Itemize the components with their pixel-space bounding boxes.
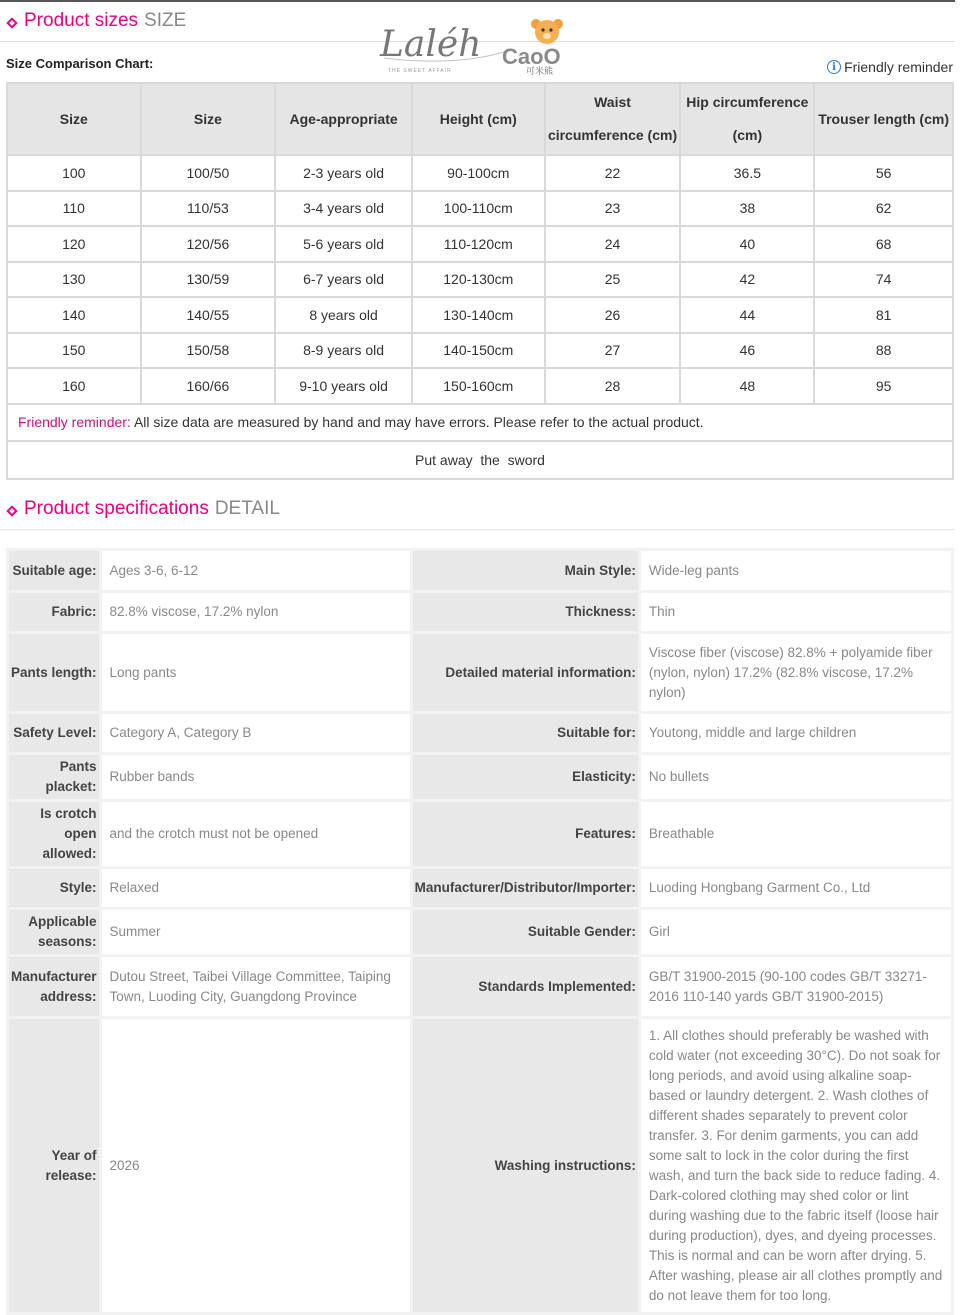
- size-title-en: SIZE: [144, 10, 187, 31]
- diamond-bullet-icon: [6, 17, 17, 28]
- table-cell: 140: [7, 297, 141, 333]
- spec-value: GB/T 31900-2015 (90-100 codes GB/T 33271-2016 110-140 yards GB/T 31900-2015): [639, 956, 952, 1018]
- spec-label: Suitable age:: [8, 550, 101, 592]
- spec-value: Rubber bands: [100, 754, 411, 801]
- spec-label: Is crotch open allowed:: [8, 801, 101, 868]
- logo-script-text: Laléh: [380, 24, 482, 65]
- table-cell: 36.5: [680, 155, 814, 191]
- spec-value: 82.8% viscose, 17.2% nylon: [100, 592, 411, 633]
- spec-label: Standards Implemented:: [411, 956, 639, 1018]
- size-table-header-row: [7, 83, 953, 155]
- table-cell: 110: [7, 191, 141, 227]
- table-cell: 160/66: [141, 368, 276, 404]
- spec-row: [8, 1018, 953, 1314]
- spec-section-title: [24, 498, 280, 520]
- table-cell: 68: [814, 226, 953, 262]
- table-cell: 5-6 years old: [275, 226, 412, 262]
- table-cell: 38: [680, 191, 814, 227]
- table-cell: 48: [680, 368, 814, 404]
- size-chart-label: Size Comparison Chart:: [6, 56, 154, 71]
- size-note-label: Friendly reminder:: [18, 414, 131, 430]
- table-cell: 100-110cm: [412, 191, 545, 227]
- table-cell: 25: [545, 262, 681, 298]
- spec-row: [8, 633, 953, 713]
- spec-value: Dutou Street, Taibei Village Committee, Taiping Town, Luoding City, Guangdong Province: [100, 956, 411, 1018]
- table-cell: 130/59: [141, 262, 276, 298]
- spec-value: Breathable: [639, 801, 952, 868]
- size-table: [6, 82, 954, 480]
- table-cell: 150: [7, 333, 141, 369]
- table-cell: 24: [545, 226, 681, 262]
- spec-label: Suitable for:: [411, 713, 639, 754]
- spec-label: Year of release:: [8, 1018, 101, 1314]
- table-cell: 22: [545, 155, 681, 191]
- spec-row: [8, 909, 953, 956]
- table-cell: 130-140cm: [412, 297, 545, 333]
- table-cell: 120-130cm: [412, 262, 545, 298]
- spec-label: Suitable Gender:: [411, 909, 639, 956]
- friendly-reminder-label: Friendly reminder: [844, 59, 953, 75]
- table-cell: 110/53: [141, 191, 276, 227]
- col-header-height: Height (cm): [412, 83, 545, 155]
- table-cell: 110-120cm: [412, 226, 545, 262]
- spec-title-en: DETAIL: [214, 498, 280, 519]
- size-note: [7, 404, 953, 441]
- table-row: [7, 333, 953, 369]
- size-note-row: [7, 404, 953, 441]
- spec-label: Applicable seasons:: [8, 909, 101, 956]
- spec-label: Main Style:: [411, 550, 639, 592]
- col-header-size-spec: Size: [141, 83, 276, 155]
- table-cell: 56: [814, 155, 953, 191]
- spec-section-header: [0, 488, 955, 530]
- table-cell: 27: [545, 333, 681, 369]
- table-cell: 9-10 years old: [275, 368, 412, 404]
- spec-label: Detailed material information:: [411, 633, 639, 713]
- col-header-waist: Waist circumference (cm): [545, 83, 681, 155]
- spec-row: [8, 754, 953, 801]
- spec-table: [6, 548, 954, 1315]
- spec-value: Long pants: [100, 633, 411, 713]
- table-row: [7, 226, 953, 262]
- spec-title-main: Product specifications: [24, 498, 209, 519]
- spec-value: 2026: [100, 1018, 411, 1314]
- table-cell: 150-160cm: [412, 368, 545, 404]
- table-cell: 40: [680, 226, 814, 262]
- table-cell: 8-9 years old: [275, 333, 412, 369]
- spec-value: Summer: [100, 909, 411, 956]
- spec-label: Fabric:: [8, 592, 101, 633]
- size-footer-row: [7, 441, 953, 479]
- logo-cn-text: 可米熊: [526, 67, 554, 77]
- top-rule: [0, 0, 955, 2]
- spec-value: Youtong, middle and large children: [639, 713, 952, 754]
- spec-value: Category A, Category B: [100, 713, 411, 754]
- friendly-reminder-link[interactable]: [827, 59, 953, 75]
- spec-label: Thickness:: [411, 592, 639, 633]
- table-row: [7, 368, 953, 404]
- spec-row: [8, 956, 953, 1018]
- table-cell: 140/55: [141, 297, 276, 333]
- table-cell: 46: [680, 333, 814, 369]
- table-cell: 6-7 years old: [275, 262, 412, 298]
- table-cell: 95: [814, 368, 953, 404]
- bear-icon: [531, 19, 563, 44]
- table-cell: 42: [680, 262, 814, 298]
- size-footer-text: Put away the sword: [7, 441, 953, 479]
- size-title-main: Product sizes: [24, 10, 139, 31]
- col-header-hip: Hip circumference (cm): [680, 83, 814, 155]
- table-cell: 160: [7, 368, 141, 404]
- logo-brand-text: CaoO: [502, 44, 561, 69]
- table-cell: 23: [545, 191, 681, 227]
- table-cell: 28: [545, 368, 681, 404]
- spec-label: Manufacturer address:: [8, 956, 101, 1018]
- spec-value: Thin: [639, 592, 952, 633]
- spec-value: Relaxed: [100, 868, 411, 909]
- spec-value: Wide-leg pants: [639, 550, 952, 592]
- logo-tagline: THE SWEET AFFAIR: [388, 68, 452, 74]
- table-cell: 130: [7, 262, 141, 298]
- table-cell: 26: [545, 297, 681, 333]
- spec-value: Luoding Hongbang Garment Co., Ltd: [639, 868, 952, 909]
- table-cell: 3-4 years old: [275, 191, 412, 227]
- info-icon: i: [827, 60, 841, 74]
- spec-label: Style:: [8, 868, 101, 909]
- diamond-bullet-icon: [6, 505, 17, 516]
- spec-label: Washing instructions:: [411, 1018, 639, 1314]
- table-row: [7, 155, 953, 191]
- spec-label: Pants placket:: [8, 754, 101, 801]
- table-cell: 44: [680, 297, 814, 333]
- spec-label: Safety Level:: [8, 713, 101, 754]
- table-cell: 8 years old: [275, 297, 412, 333]
- spec-row: [8, 713, 953, 754]
- table-row: [7, 262, 953, 298]
- spec-value: No bullets: [639, 754, 952, 801]
- table-row: [7, 297, 953, 333]
- col-header-size: Size: [7, 83, 141, 155]
- spec-row: [8, 550, 953, 592]
- spec-label: Features:: [411, 801, 639, 868]
- spec-row: [8, 592, 953, 633]
- table-cell: 120: [7, 226, 141, 262]
- spec-value: Girl: [639, 909, 952, 956]
- spec-value: Ages 3-6, 6-12: [100, 550, 411, 592]
- spec-value: 1. All clothes should preferably be washed with cold water (not exceeding 30°C). Do not soak for long periods, and avoid using alkaline soap-based or laundry detergent. 2. Wash clothes of different shades separately to prevent color transfer. 3. For denim garments, you can add some salt to lock in the color during the first wash, and turn the back side to reduce fading. 4. Dark-colored clothing may shed color or lint during washing due to the fabric itself (loose hair during production), dyes, and dyeing processes. This is normal and can be worn after drying. 5. After washing, please air all clothes promptly and do not leave them for too long.: [639, 1018, 952, 1314]
- spec-value: and the crotch must not be opened: [100, 801, 411, 868]
- table-cell: 100: [7, 155, 141, 191]
- spec-value: Viscose fiber (viscose) 82.8% + polyamide fiber (nylon, nylon) 17.2% (82.8% viscose, 17.2% nylon): [639, 633, 952, 713]
- spec-row: [8, 801, 953, 868]
- table-cell: 81: [814, 297, 953, 333]
- size-note-text: All size data are measured by hand and may have errors. Please refer to the actual product.: [130, 414, 704, 430]
- spec-label: Manufacturer/Distributor/Importer:: [411, 868, 639, 909]
- table-cell: 90-100cm: [412, 155, 545, 191]
- table-cell: 74: [814, 262, 953, 298]
- table-cell: 100/50: [141, 155, 276, 191]
- spec-label: Pants length:: [8, 633, 101, 713]
- table-cell: 2-3 years old: [275, 155, 412, 191]
- table-row: [7, 191, 953, 227]
- table-cell: 88: [814, 333, 953, 369]
- table-cell: 120/56: [141, 226, 276, 262]
- spec-label: Elasticity:: [411, 754, 639, 801]
- brand-logo: [374, 12, 594, 78]
- size-section-title: [24, 10, 186, 32]
- table-cell: 140-150cm: [412, 333, 545, 369]
- col-header-trouser-length: Trouser length (cm): [814, 83, 953, 155]
- spec-row: [8, 868, 953, 909]
- table-cell: 62: [814, 191, 953, 227]
- col-header-age: Age-appropriate: [275, 83, 412, 155]
- table-cell: 150/58: [141, 333, 276, 369]
